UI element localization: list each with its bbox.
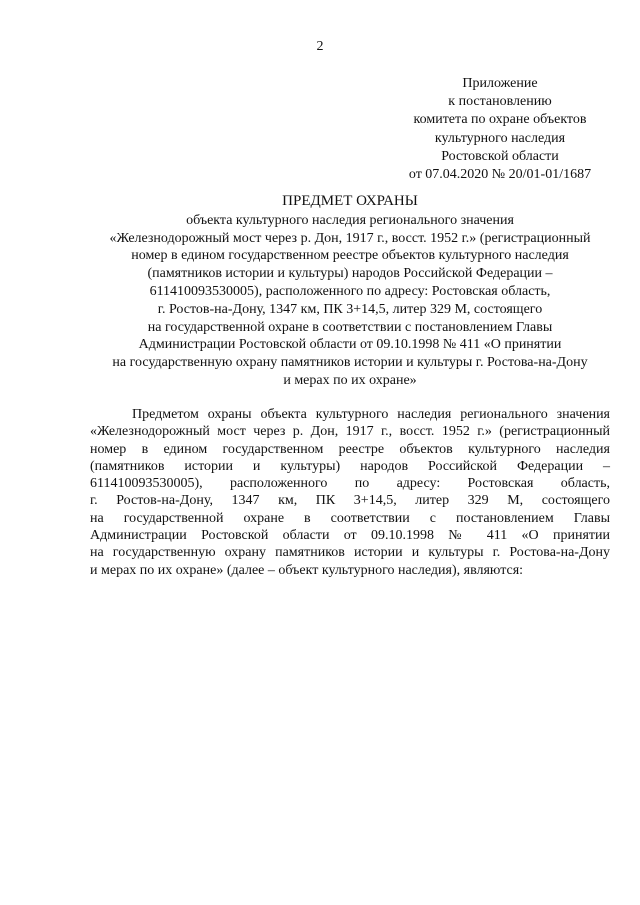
body-line: номер в едином государственном реестре объектов культурного наследия: [90, 441, 610, 457]
body-line: Администрации Ростовской области от 09.10.1998 № 411 «О принятии: [90, 528, 610, 544]
body-line: г. Ростов-на-Дону, 1347 км, ПК 3+14,5, литер 329 М, состоящего: [90, 493, 610, 509]
heading-line: номер в едином государственном реестре объектов культурного наследия: [131, 248, 569, 264]
body-line: и мерах по их охране» (далее – объект культурного наследия), являются:: [90, 562, 524, 578]
heading-line: Администрации Ростовской области от 09.10.1998 № 411 «О принятии: [138, 337, 562, 353]
appendix-line: комитета по охране объектов: [413, 112, 587, 128]
body-line: «Железнодорожный мост через р. Дон, 1917 г., восст. 1952 г.» (регистрационный: [90, 424, 610, 440]
body-line: 611410093530005), расположенного по адресу: Ростовская область,: [90, 476, 610, 492]
heading-line: объекта культурного наследия регионального значения: [186, 212, 514, 228]
appendix-line: к постановлению: [448, 94, 552, 110]
body-line: на государственную охрану памятников истории и культуры г. Ростова-на-Дону: [90, 545, 610, 561]
heading-line: на государственную охрану памятников истории и культуры г. Ростова-на-Дону: [112, 355, 588, 371]
document-heading: [80, 193, 620, 390]
heading-line: «Железнодорожный мост через р. Дон, 1917 г., восст. 1952 г.» (регистрационный: [109, 230, 591, 246]
appendix-block: [360, 75, 640, 184]
appendix-line: культурного наследия: [434, 130, 566, 146]
heading-line: на государственной охране в соответствии с постановлением Главы: [147, 319, 553, 335]
document-title: ПРЕДМЕТ ОХРАНЫ: [282, 193, 418, 209]
heading-line: 611410093530005), расположенного по адресу: Ростовская область,: [149, 283, 551, 299]
appendix-line: Приложение: [462, 76, 538, 91]
appendix-line: Ростовской области: [441, 148, 559, 164]
appendix-line: от 07.04.2020 № 20/01-01/1687: [408, 167, 592, 183]
page-number: 2: [316, 39, 324, 54]
body-line: (памятников истории и культуры) народов Российской Федерации –: [90, 458, 610, 474]
heading-line: и мерах по их охране»: [283, 372, 417, 388]
body-line: на государственной охране в соответствии с постановлением Главы: [90, 510, 610, 526]
heading-line: (памятников истории и культуры) народов Российской Федерации –: [147, 266, 553, 282]
body-line: Предметом охраны объекта культурного наследия регионального значения: [132, 407, 610, 422]
heading-line: г. Ростов-на-Дону, 1347 км, ПК 3+14,5, литер 329 М, состоящего: [157, 301, 543, 317]
body-paragraph: [90, 406, 610, 579]
